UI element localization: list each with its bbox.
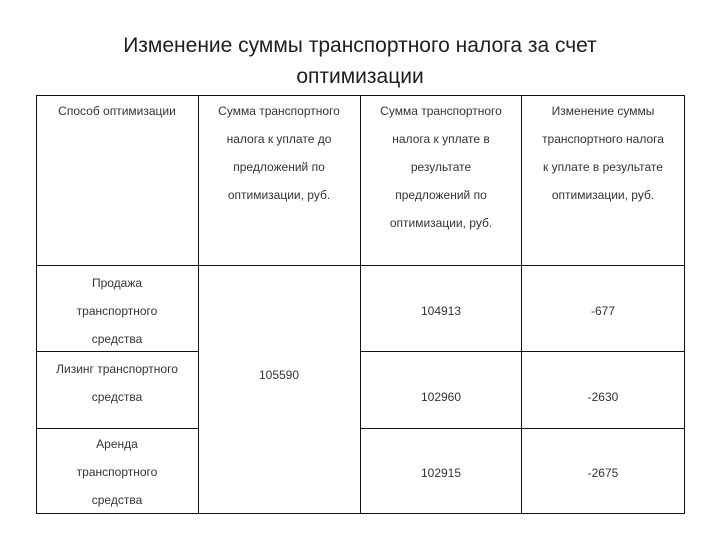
header-after-line-1: Сумма транспортного [380, 104, 502, 118]
header-change-line-3: к уплате в результате [543, 160, 663, 174]
slide-title-line-2: оптимизации [296, 65, 424, 88]
row-3-method-line-2: транспортного [76, 465, 158, 479]
column-divider-2 [360, 95, 361, 514]
header-after-line-3: результате [410, 160, 472, 174]
row-1-method-line-2: транспортного [76, 304, 158, 318]
row-1-method-line-1: Продажа [91, 276, 143, 290]
row-divider-1-right [360, 351, 685, 352]
row-3-method [38, 430, 196, 514]
header-after-line-2: налога к уплате в [392, 132, 490, 146]
header-method-text: Способ оптимизации [58, 104, 176, 118]
row-2-after: 102960 [420, 390, 462, 404]
row-2-method-line-2: средства [91, 390, 143, 404]
header-after-line-5: оптимизации, руб. [389, 216, 493, 230]
header-after-line-4: предложений по [395, 188, 487, 202]
header-before-line-1: Сумма транспортного [218, 104, 340, 118]
header-change-line-4: оптимизации, руб. [551, 188, 655, 202]
row-3-method-line-1: Аренда [96, 437, 138, 451]
row-3-method-line-3: средства [91, 493, 143, 507]
header-before-line-3: предложений по [233, 160, 325, 174]
row-1-after: 104913 [420, 304, 462, 318]
slide-title-line-1: Изменение суммы транспортного налога за счет [123, 34, 597, 57]
row-1-method-line-3: средства [91, 332, 143, 346]
row-2-method-line-1: Лизинг транспортного [56, 362, 178, 376]
header-change-line-1: Изменение суммы [551, 104, 655, 118]
optimization-table [36, 95, 685, 514]
header-before-line-4: оптимизации, руб. [227, 188, 331, 202]
header-change [523, 97, 683, 209]
column-divider-1 [198, 95, 199, 514]
column-divider-3 [521, 95, 522, 514]
row-divider-2-left [36, 428, 198, 429]
row-2-method [38, 355, 196, 411]
header-divider [36, 265, 685, 266]
table-border-right [684, 95, 685, 514]
row-3-change: -2675 [587, 466, 619, 480]
row-3-after: 102915 [420, 466, 462, 480]
row-1-method [38, 269, 196, 353]
header-before-line-2: налога к уплате до [226, 132, 332, 146]
header-after [362, 97, 520, 237]
header-method [38, 97, 196, 125]
row-1-change: -677 [590, 304, 616, 318]
table-border-left [36, 95, 37, 514]
row-divider-2-right [360, 428, 685, 429]
row-2-change: -2630 [587, 390, 619, 404]
header-before [200, 97, 358, 209]
header-change-line-2: транспортного налога [542, 132, 664, 146]
before-merged-value: 105590 [258, 368, 300, 382]
slide-title [60, 30, 660, 92]
